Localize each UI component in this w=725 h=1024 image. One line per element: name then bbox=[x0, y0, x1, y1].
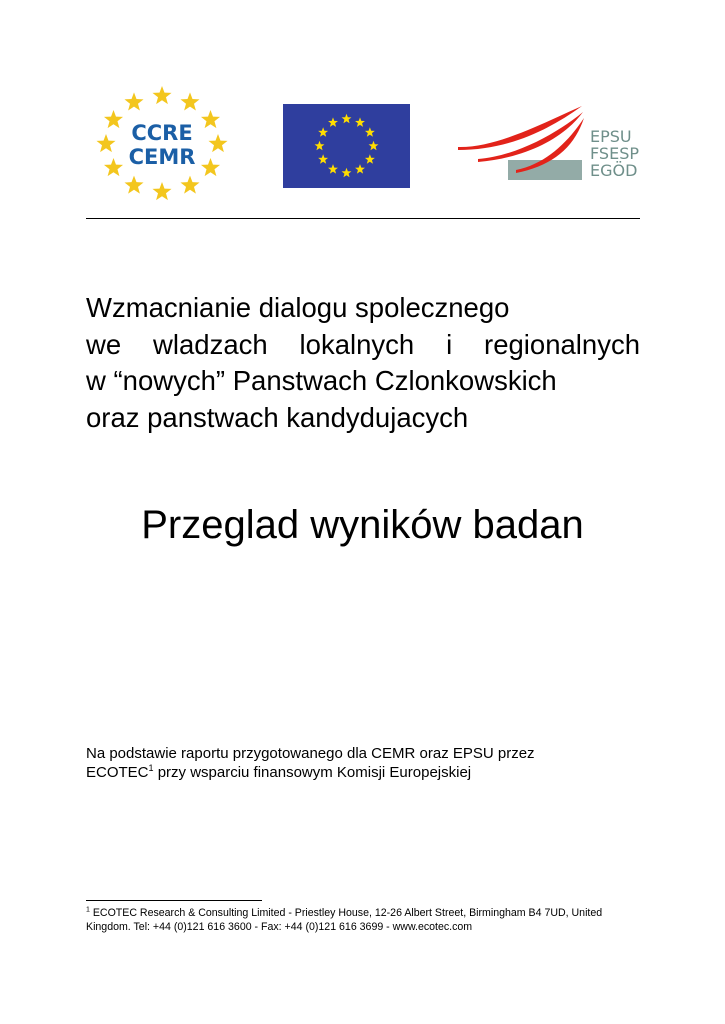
note-line-2 bbox=[86, 763, 535, 782]
footnote-divider bbox=[86, 900, 262, 901]
cemr-text: CEMR bbox=[128, 145, 196, 169]
note-ecotec: ECOTEC bbox=[86, 764, 149, 781]
ccre-star-ring bbox=[92, 86, 232, 202]
ccre-star-2 bbox=[180, 92, 199, 110]
footnote-line-1 bbox=[86, 906, 646, 920]
ccre-text: CCRE bbox=[131, 121, 193, 145]
subtitle-line-4: oraz panstwach kandydujacych bbox=[86, 401, 469, 433]
ccre-star-12 bbox=[124, 92, 143, 110]
ccre-star-8 bbox=[124, 176, 143, 194]
report-note bbox=[86, 744, 535, 782]
document-subtitle bbox=[86, 290, 640, 436]
eu-flag-logo bbox=[283, 104, 410, 188]
note-line-1: Na podstawie raportu przygotowanego dla CEMR oraz EPSU przez bbox=[86, 745, 535, 762]
ccre-cemr-logo bbox=[92, 86, 232, 202]
eu-flag bbox=[283, 104, 410, 188]
ccre-star-10 bbox=[96, 134, 115, 152]
footnote-number: 1 bbox=[86, 906, 90, 914]
subtitle-line-2: we wladzach lokalnych i regionalnych bbox=[86, 328, 640, 360]
header-divider bbox=[86, 218, 640, 219]
ccre-star-1 bbox=[152, 86, 171, 104]
footnote-ref-marker: 1 bbox=[148, 763, 154, 773]
ccre-star-7 bbox=[152, 182, 171, 200]
footnote bbox=[86, 906, 646, 934]
fsesp-text: FSESP bbox=[590, 144, 639, 163]
ccre-star-9 bbox=[104, 158, 123, 176]
ccre-star-4 bbox=[208, 134, 227, 152]
epsu-logo bbox=[456, 104, 646, 190]
footnote-line-2: Kingdom. Tel: +44 (0)121 616 3600 - Fax: +44 (0)121 616 3699 - www.ecotec.com bbox=[86, 921, 473, 933]
ccre-star-6 bbox=[180, 176, 199, 194]
note-line-2-end: przy wsparciu finansowym Komisji Europejskiej bbox=[153, 764, 472, 781]
epsu-text: EPSU bbox=[590, 127, 632, 146]
document-title: Przeglad wyników badan bbox=[141, 503, 584, 547]
epsu-emblem bbox=[456, 104, 646, 190]
ccre-star-5 bbox=[201, 158, 220, 176]
egod-text: EGÖD bbox=[590, 161, 638, 180]
subtitle-line-1: Wzmacnianie dialogu spolecznego bbox=[86, 292, 510, 323]
ccre-star-11 bbox=[104, 110, 123, 128]
footnote-text-1: ECOTEC Research & Consulting Limited - Priestley House, 12-26 Albert Street, Birmingham B4 7UD, United bbox=[89, 907, 603, 919]
subtitle-line-3: w “nowych” Panstwach Czlonkowskich bbox=[86, 365, 557, 396]
ccre-star-3 bbox=[201, 110, 220, 128]
